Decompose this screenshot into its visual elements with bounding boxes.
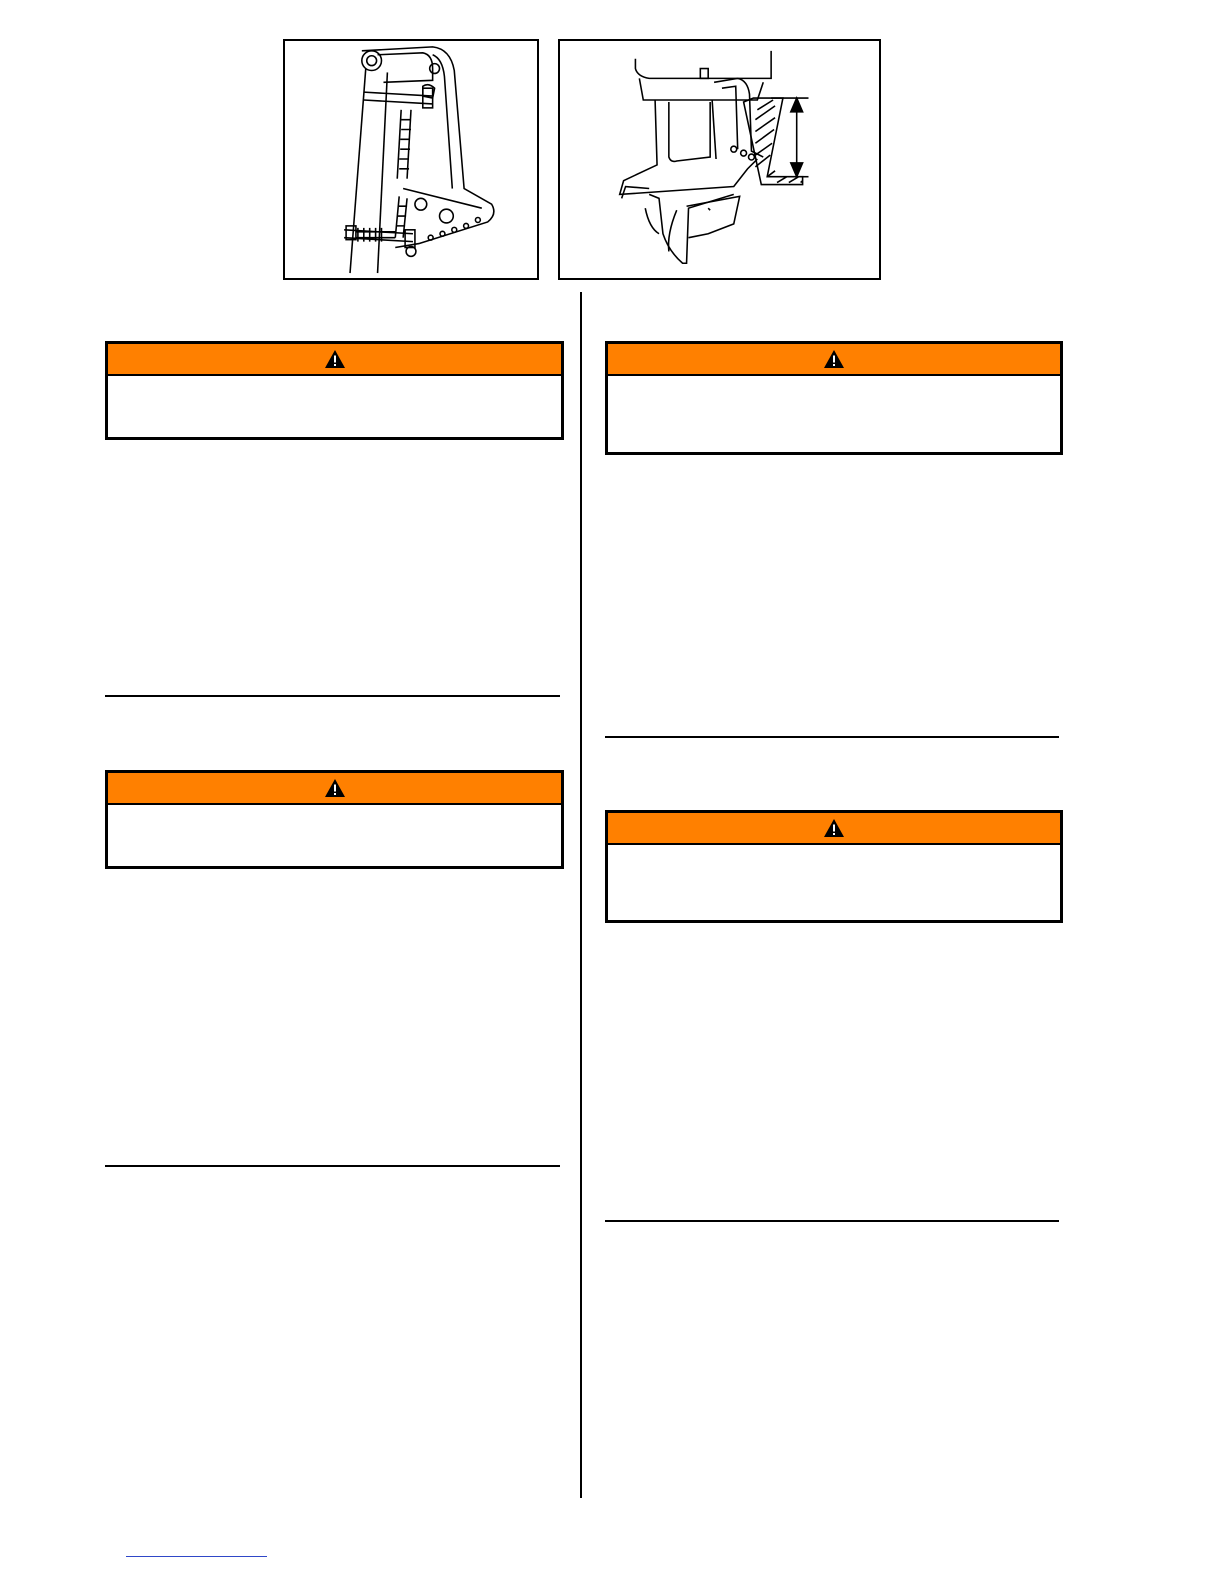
warning-triangle-icon <box>324 778 346 798</box>
warning-body <box>608 376 1060 452</box>
warning-header <box>108 773 561 805</box>
warning-triangle-icon <box>823 349 845 369</box>
warning-box <box>105 341 564 440</box>
warning-box <box>105 770 564 869</box>
warning-header <box>608 813 1060 845</box>
warning-triangle-icon <box>324 349 346 369</box>
warning-box <box>605 810 1063 923</box>
section-rule <box>105 695 560 697</box>
section-rule <box>605 1220 1059 1222</box>
outboard-bracket-illustration <box>285 41 537 278</box>
column-divider <box>580 292 582 1498</box>
warning-body <box>608 845 1060 920</box>
outboard-motor-illustration <box>560 41 879 278</box>
warning-header <box>608 344 1060 376</box>
transom-bracket-figure <box>283 39 539 280</box>
warning-body <box>108 376 561 437</box>
outboard-height-figure <box>558 39 881 280</box>
warning-box <box>605 341 1063 455</box>
section-rule <box>605 736 1059 738</box>
warning-body <box>108 805 561 866</box>
warning-triangle-icon <box>823 818 845 838</box>
warning-header <box>108 344 561 376</box>
footer-link[interactable] <box>126 1556 267 1557</box>
section-rule <box>105 1165 560 1167</box>
